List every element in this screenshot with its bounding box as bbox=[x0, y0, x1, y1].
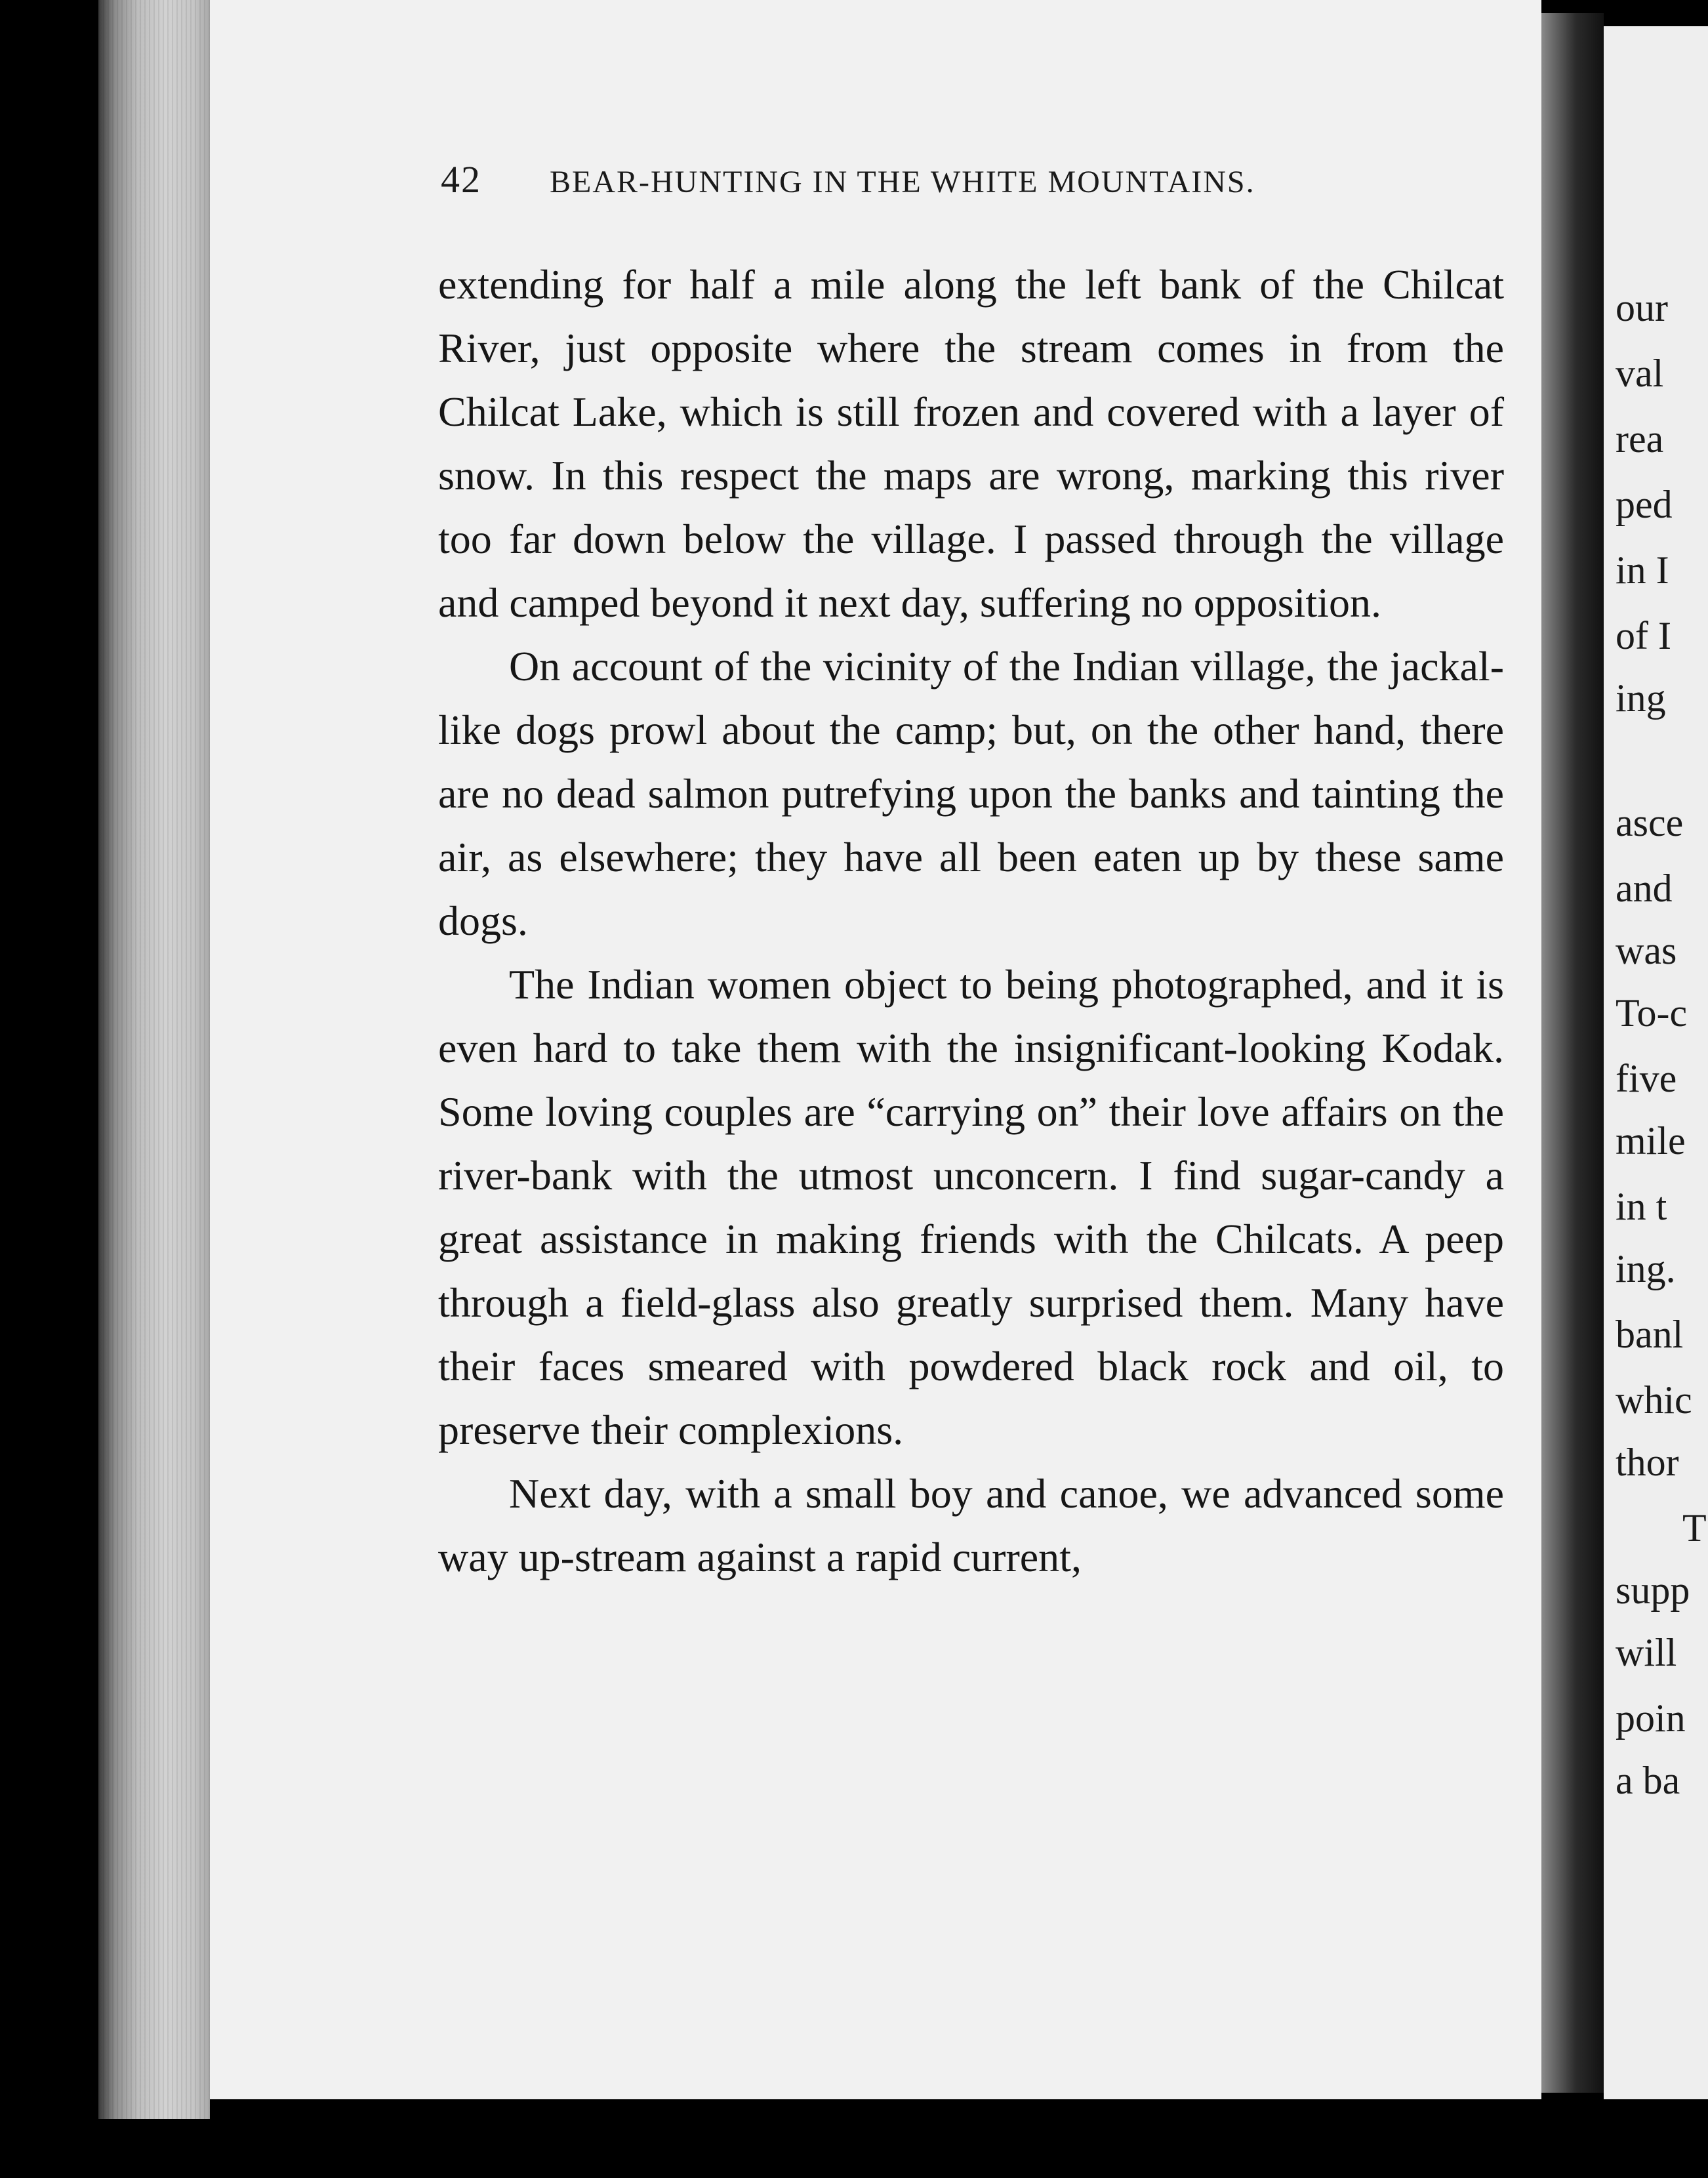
fragment-line: will bbox=[1616, 1631, 1677, 1674]
fragment-line: supp bbox=[1616, 1569, 1690, 1612]
body-text bbox=[438, 253, 1504, 1589]
fragment-line: a ba bbox=[1616, 1759, 1680, 1802]
fragment-line: rea bbox=[1616, 417, 1664, 461]
paragraph-4: Next day, with a small boy and canoe, we advanced some way up-stream against a rapid current, bbox=[438, 1470, 1504, 1580]
paragraph-3: The Indian women object to being photographed, and it is even hard to take them with the insignificant-looking Kodak. Some loving couples are “carrying on” their love affairs on the river-bank with the utmost unconcern. I find sugar-candy a great assistance in making friends with the Chilcats. A peep through a field-glass also greatly surprised them. Many have their faces smeared with powdered black rock and oil, to preserve their complexions. bbox=[438, 961, 1504, 1453]
fragment-line: asce bbox=[1616, 801, 1684, 844]
fragment-line: was bbox=[1616, 929, 1677, 972]
fragment-line: of I bbox=[1616, 614, 1671, 657]
fragment-line: poin bbox=[1616, 1696, 1686, 1740]
fragment-line: ing bbox=[1616, 676, 1666, 720]
page-edge-stack bbox=[98, 0, 210, 2119]
fragment-line: ing. bbox=[1616, 1247, 1676, 1290]
adjacent-page-fragment bbox=[1604, 26, 1708, 2099]
fragment-line: val bbox=[1616, 352, 1664, 395]
page-edge-lines bbox=[98, 0, 210, 2119]
fragment-line: in I bbox=[1616, 548, 1669, 592]
running-head bbox=[441, 157, 1398, 201]
fragment-line: banl bbox=[1616, 1313, 1684, 1356]
page-number: 42 bbox=[441, 158, 481, 201]
fragment-line: in t bbox=[1616, 1185, 1667, 1228]
fragment-line: T bbox=[1682, 1506, 1707, 1550]
paragraph-2: On account of the vicinity of the Indian village, the jackal-like dogs prowl about the camp; but, on the other hand, there are no dead salmon putrefying upon the banks and tainting the air, as elsewhere; they have all been eaten up by these same dogs. bbox=[438, 643, 1504, 944]
page-gutter bbox=[1541, 13, 1604, 2093]
fragment-line: our bbox=[1616, 286, 1668, 329]
fragment-line: and bbox=[1616, 867, 1673, 910]
fragment-line: five bbox=[1616, 1057, 1677, 1100]
fragment-line: To-c bbox=[1616, 991, 1688, 1035]
fragment-line: ped bbox=[1616, 483, 1673, 526]
fragment-line: mile bbox=[1616, 1119, 1686, 1162]
fragment-line: whic bbox=[1616, 1378, 1692, 1422]
fragment-line: thor bbox=[1616, 1441, 1679, 1484]
paragraph-1: extending for half a mile along the left bank of the Chilcat River, just opposite where the stream comes in from the Chilcat Lake, which is still frozen and covered with a layer of snow. In this respect the maps are wrong, marking this river too far down below the village. I passed through the village and camped beyond it next day, suffering no opposition. bbox=[438, 261, 1504, 626]
running-title: BEAR-HUNTING IN THE WHITE MOUNTAINS. bbox=[550, 165, 1255, 199]
